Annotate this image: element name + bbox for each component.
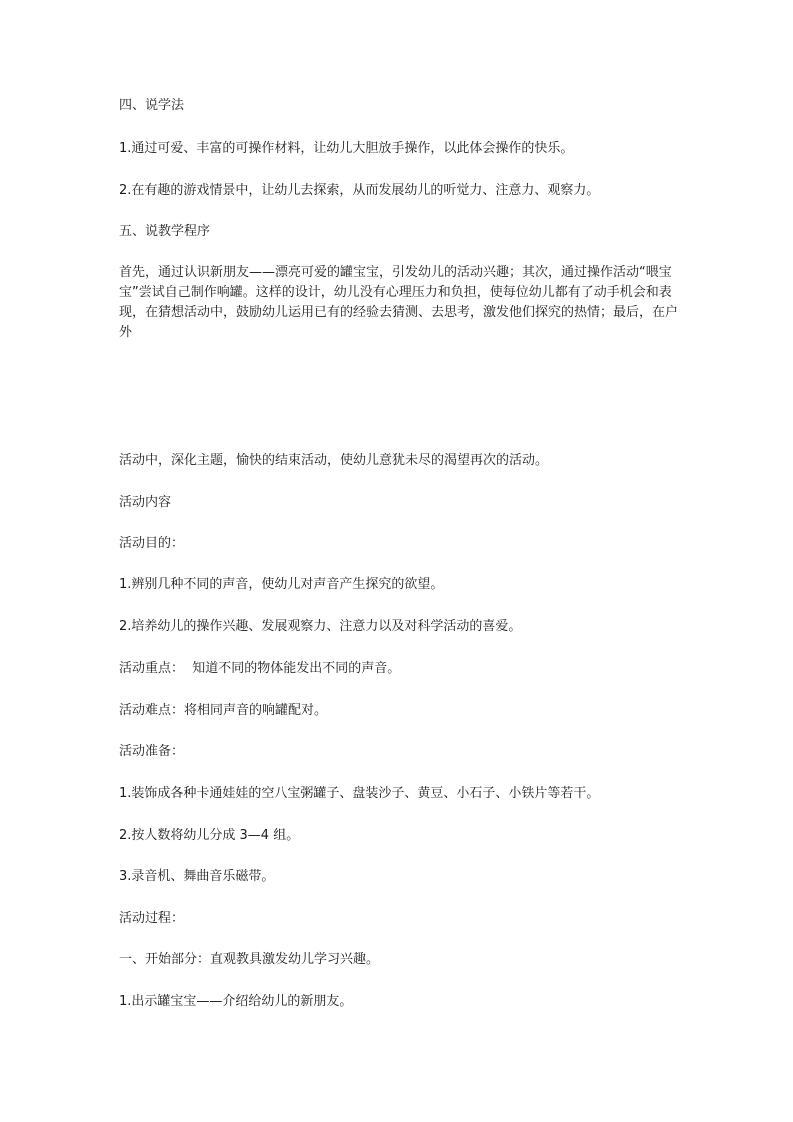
part-1-heading: 一、开始部分：直观教具激发幼儿学习兴趣。: [119, 952, 380, 967]
activity-content-heading: 活动内容: [119, 495, 172, 510]
goal-item-2: 2.培养幼儿的操作兴趣、发展观察力、注意力以及对科学活动的喜爱。: [119, 619, 522, 634]
prep-item-2: 2.按人数将幼儿分成 3—4 组。: [119, 828, 300, 843]
part-1-item-1: 1.出示罐宝宝——介绍给幼儿的新朋友。: [119, 994, 353, 1009]
prep-item-3: 3.录音机、舞曲音乐磁带。: [119, 869, 275, 884]
continuation-paragraph: 活动中，深化主题，愉快的结束活动，使幼儿意犹未尽的渴望再次的活动。: [119, 453, 549, 468]
process-heading: 活动过程：: [119, 911, 185, 926]
study-item-1: 1.通过可爱、丰富的可操作材料，让幼儿大胆放手操作，以此体会操作的快乐。: [119, 141, 574, 156]
procedure-paragraph: 首先，通过认识新朋友——漂亮可爱的罐宝宝，引发幼儿的活动兴趣；其次，通过操作活动“喂宝宝”尝试自己制作响罐。这样的设计，幼儿没有心理压力和负担，使每位幼儿都有了动手机会和表现，在猜想活动中，鼓励幼儿运用已有的经验去猜测、去思考，激发他们探究的热情；最后，在户外: [119, 265, 679, 340]
activity-goals-heading: 活动目的：: [119, 536, 185, 551]
prep-item-1: 1.装饰成各种卡通娃娃的空八宝粥罐子、盘装沙子、黄豆、小石子、小铁片等若干。: [119, 786, 600, 801]
study-item-2: 2.在有趣的游戏情景中，让幼儿去探索，从而发展幼儿的听觉力、注意力、观察力。: [119, 183, 600, 198]
heading-study-method: 四、说学法: [119, 98, 185, 113]
goal-item-1: 1.辨别几种不同的声音，使幼儿对声音产生探究的欲望。: [119, 577, 444, 592]
heading-procedure: 五、说教学程序: [119, 224, 211, 239]
key-point: 活动重点： 知道不同的物体能发出不同的声音。: [119, 661, 401, 676]
difficulty: 活动难点：将相同声音的响罐配对。: [119, 703, 328, 718]
preparation-heading: 活动准备：: [119, 744, 185, 759]
